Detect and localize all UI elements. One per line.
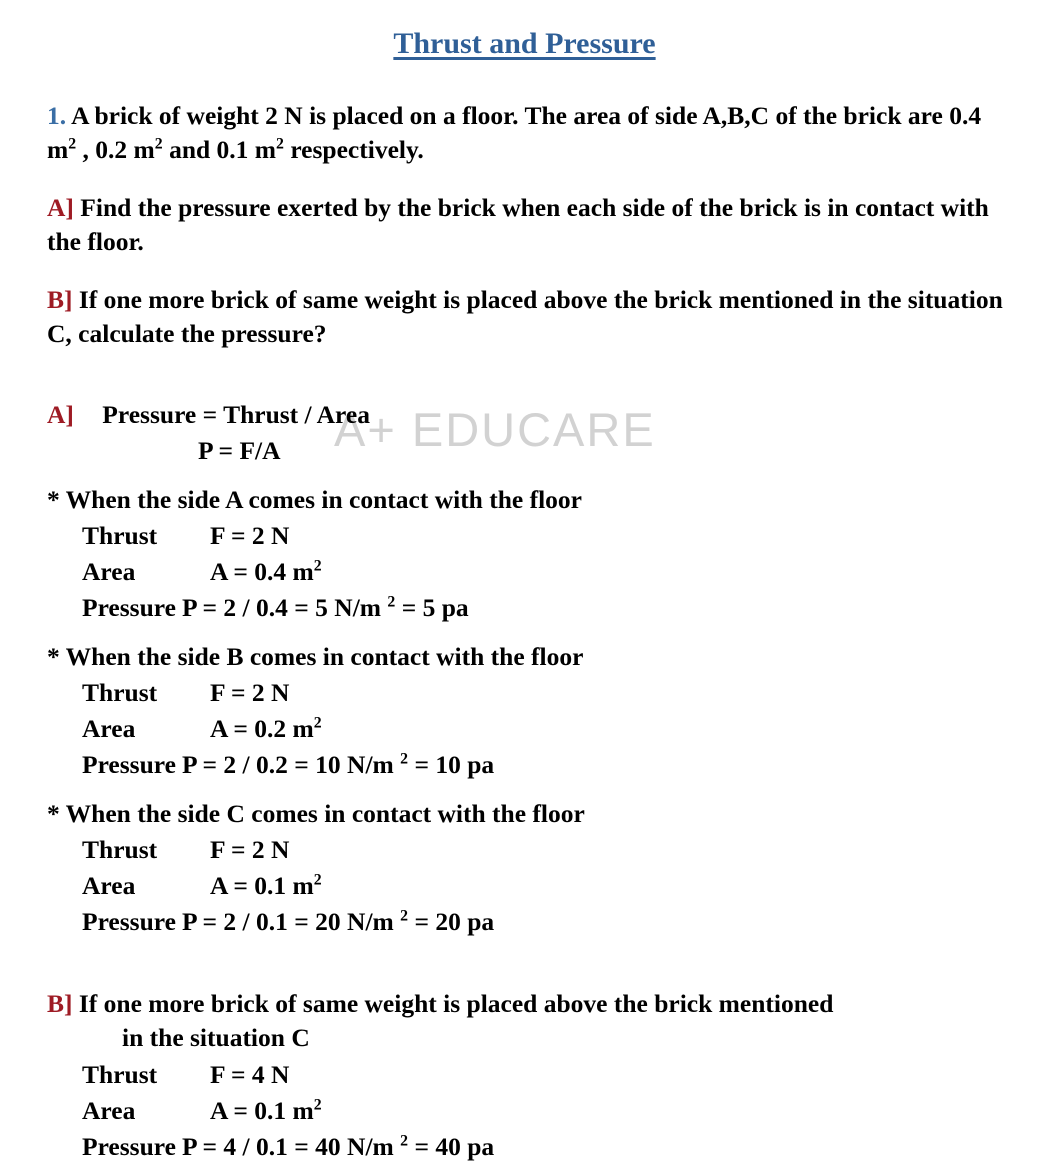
watermark-a-plus-educare: A+ EDUCARE — [334, 403, 656, 456]
thrust-label: Thrust — [82, 678, 158, 707]
case-side-c-area-row — [82, 868, 1005, 904]
area-value: A = 0.4 m — [210, 557, 314, 586]
question-stem-part2: , 0.2 m — [76, 135, 155, 164]
case-side-a-area-row — [82, 554, 1005, 590]
superscript-two-b: 2 — [154, 135, 163, 153]
part-a-label: A] — [47, 193, 74, 222]
case-side-a-title: * When the side A comes in contact with the floor — [47, 485, 583, 514]
answer-b-thrust-row — [82, 1057, 1005, 1093]
area-label: Area — [82, 1096, 136, 1125]
question-part-b — [47, 283, 1005, 351]
answer-a-label: A] — [47, 400, 74, 429]
answer-b-pressure-row — [82, 1129, 1005, 1165]
case-side-b-thrust-row — [82, 675, 1005, 711]
thrust-value: F = 2 N — [210, 521, 290, 550]
area-superscript-two: 2 — [313, 714, 322, 732]
case-side-c-thrust-row — [82, 832, 1005, 868]
superscript-two-a: 2 — [68, 135, 77, 153]
answer-b-statement-line2: in the situation C — [122, 1023, 310, 1052]
pressure-label: Pressure — [82, 1132, 176, 1161]
part-b-label: B] — [47, 285, 73, 314]
case-side-c-title: * When the side C comes in contact with the floor — [47, 799, 585, 828]
case-side-a-thrust-row — [82, 518, 1005, 554]
part-b-text: If one more brick of same weight is placed above the brick mentioned in the situation C, calculate the pressure? — [47, 285, 1003, 348]
area-superscript-two: 2 — [313, 1096, 322, 1114]
pressure-formula-words: Pressure = Thrust / Area — [102, 400, 370, 429]
page-title: Thrust and Pressure — [393, 27, 656, 60]
case-side-c-pressure-row — [82, 904, 1005, 940]
answer-b-section — [44, 987, 1005, 1165]
thrust-label: Thrust — [82, 1060, 158, 1089]
answer-b-area-row — [82, 1093, 1005, 1129]
pressure-expression: P = 2 / 0.2 = 10 N/m — [181, 750, 401, 779]
area-value: A = 0.2 m — [210, 714, 314, 743]
question-stem-part3: and 0.1 m — [162, 135, 277, 164]
area-value: A = 0.1 m — [210, 1096, 314, 1125]
answer-b-statement-line1: If one more brick of same weight is placed above the brick mentioned — [78, 989, 834, 1018]
case-side-b — [44, 639, 1005, 783]
thrust-label: Thrust — [82, 521, 158, 550]
case-side-b-area-row — [82, 711, 1005, 747]
pressure-formula-symbols: P = F/A — [198, 436, 281, 465]
question-number: 1. — [47, 101, 67, 130]
pressure-superscript-two: 2 — [400, 907, 409, 925]
case-side-a — [44, 482, 1005, 626]
area-label: Area — [82, 871, 136, 900]
pressure-superscript-two: 2 — [400, 750, 409, 768]
pressure-label: Pressure — [82, 593, 176, 622]
question-stem-part4: respectively. — [283, 135, 424, 164]
thrust-label: Thrust — [82, 835, 158, 864]
question-stem-part1: A brick of weight 2 N is placed on a floor. The area of side A,B,C of the brick are 0.4 m — [47, 101, 982, 164]
case-side-c — [44, 796, 1005, 940]
pressure-expression: P = 2 / 0.4 = 5 N/m — [181, 593, 388, 622]
pressure-expression: P = 4 / 0.1 = 40 N/m — [181, 1132, 401, 1161]
thrust-value: F = 2 N — [210, 678, 290, 707]
pressure-superscript-two: 2 — [387, 593, 396, 611]
pressure-result: = 10 pa — [408, 750, 495, 779]
area-superscript-two: 2 — [313, 557, 322, 575]
case-side-b-title: * When the side B comes in contact with the floor — [47, 642, 584, 671]
pressure-label: Pressure — [82, 750, 176, 779]
case-side-b-pressure-row — [82, 747, 1005, 783]
pressure-superscript-two: 2 — [400, 1132, 409, 1150]
answer-a-heading — [47, 397, 1005, 433]
area-label: Area — [82, 557, 136, 586]
pressure-result: = 20 pa — [408, 907, 495, 936]
question-stem — [47, 99, 1005, 167]
pressure-result: = 5 pa — [395, 593, 469, 622]
answer-b-heading — [47, 987, 1005, 1021]
answer-b-rows — [44, 1057, 1005, 1165]
superscript-two-c: 2 — [276, 135, 284, 153]
thrust-value: F = 4 N — [210, 1060, 290, 1089]
pressure-expression: P = 2 / 0.1 = 20 N/m — [181, 907, 401, 936]
case-side-a-pressure-row — [82, 590, 1005, 626]
question-part-a — [47, 191, 1005, 259]
pressure-label: Pressure — [82, 907, 176, 936]
area-superscript-two: 2 — [313, 871, 322, 889]
area-label: Area — [82, 714, 136, 743]
area-value: A = 0.1 m — [210, 871, 314, 900]
thrust-value: F = 2 N — [210, 835, 290, 864]
answer-b-label: B] — [47, 989, 73, 1018]
part-a-text: Find the pressure exerted by the brick when each side of the brick is in contact with the floor. — [47, 193, 989, 256]
pressure-result: = 40 pa — [408, 1132, 495, 1161]
